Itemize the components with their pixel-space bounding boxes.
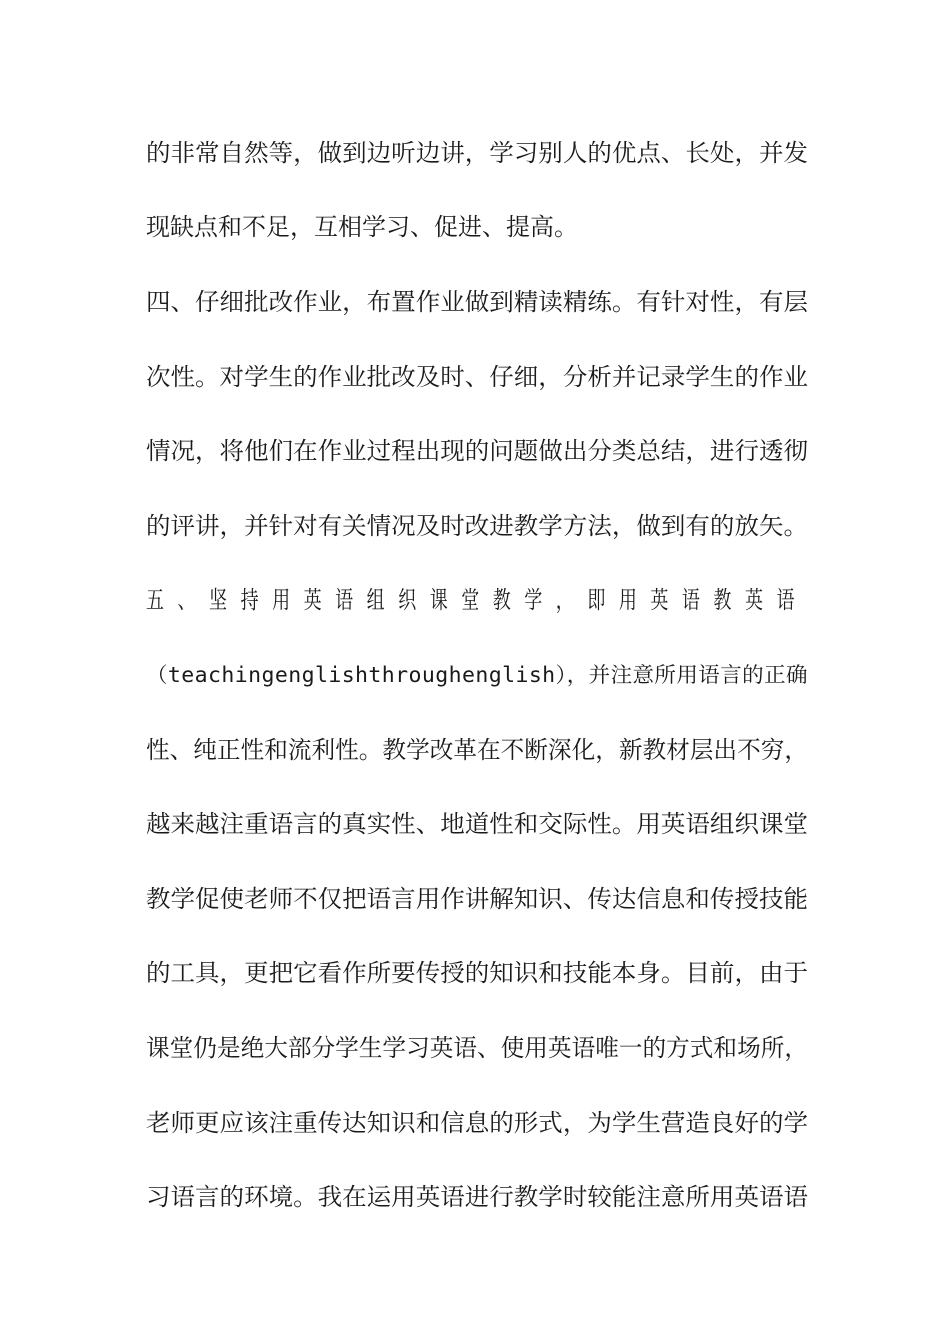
- text-line-9: 性、纯正性和流利性。教学改革在不断深化，新教材层出不穷，: [146, 736, 808, 764]
- text-line-11: 教学促使老师不仅把语言用作讲解知识、传达信息和传授技能: [146, 885, 808, 913]
- text-line-13: 课堂仍是绝大部分学生学习英语、使用英语唯一的方式和场所，: [146, 1034, 808, 1062]
- text-line-14: 老师更应该注重传达知识和信息的形式，为学生营造良好的学: [146, 1109, 808, 1137]
- text-line-4: 次性。对学生的作业批改及时、仔细，分析并记录学生的作业: [146, 363, 808, 391]
- text-line-5: 情况，将他们在作业过程出现的问题做出分类总结，进行透彻: [146, 437, 808, 465]
- text-line-15: 习语言的环境。我在运用英语进行教学时较能注意所用英语语: [146, 1183, 808, 1211]
- text-line-7: 五、坚持用英语组织课堂教学，即用英语教英语: [146, 586, 808, 614]
- text-line-12: 的工具，更把它看作所要传授的知识和技能本身。目前，由于: [146, 959, 808, 987]
- text-line-8: （teachingenglishthroughenglish），并注意所用语言的正确: [146, 663, 808, 687]
- text-line-1: 的非常自然等，做到边听边讲，学习别人的优点、长处，并发: [146, 139, 808, 167]
- text-line-3: 四、仔细批改作业，布置作业做到精读精练。有针对性，有层: [146, 288, 808, 316]
- text-line-2: 现缺点和不足，互相学习、促进、提高。: [146, 213, 578, 241]
- text-line-6: 的评讲，并针对有关情况及时改进教学方法，做到有的放矢。: [146, 512, 808, 540]
- text-line-10: 越来越注重语言的真实性、地道性和交际性。用英语组织课堂: [146, 810, 808, 838]
